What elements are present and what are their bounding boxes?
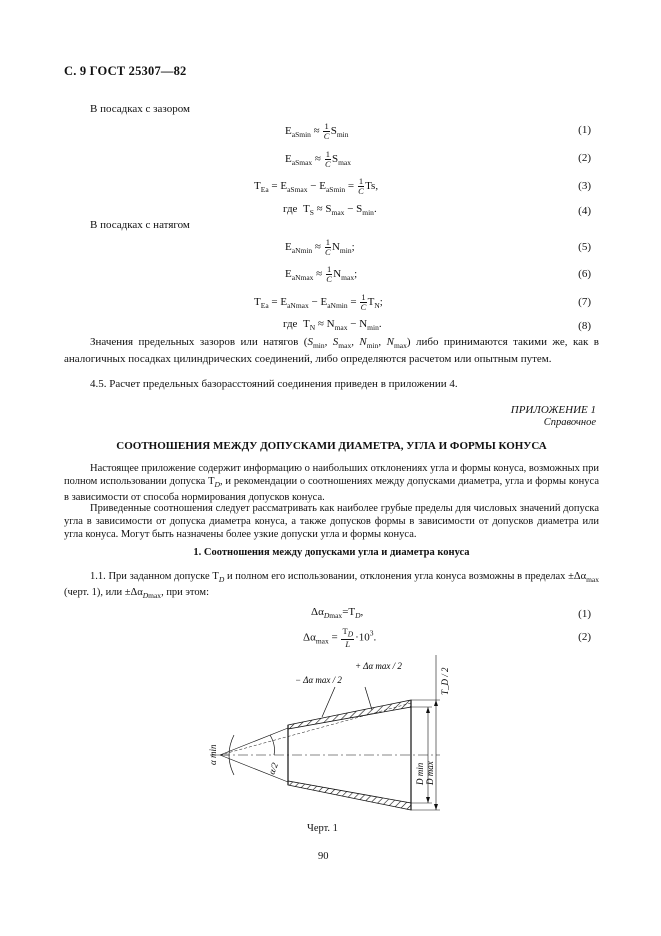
alpha-min-label: α min xyxy=(208,744,218,765)
td2-label: T_D / 2 xyxy=(440,667,450,695)
page-header: С. 9 ГОСТ 25307—82 xyxy=(64,64,187,78)
equation-3: $T_{Ea} = E_{aSmax} - E_{aSmin}$ = $\frac{1}{C}$ Ts, xyxy=(254,176,379,196)
equation-8: где $T_N \approx N_{max} - N_{min}$. xyxy=(283,318,382,333)
lower-tolerance-zone xyxy=(288,781,411,810)
main-title: СООТНОШЕНИЯ МЕЖДУ ДОПУСКАМИ ДИАМЕТРА, УГЛА И ФОРМЫ КОНУСА xyxy=(116,440,547,452)
equation-number: (2) xyxy=(578,631,591,643)
equation-7: $T_{Ea} = E_{aNmax} - E_{aNmin}$ = $\frac{1}{C}$ $T_N$; xyxy=(254,292,383,312)
appendix-title: ПРИЛОЖЕНИЕ 1 xyxy=(510,404,596,416)
intro-paragraph-1: Настоящее приложение содержит информацию о наибольших отклонениях угла и формы конуса, возможных при полном использовании допуска $T_D$, и рекомендации о соотношениях между допусками диаметра, угла и формы конуса в зависимости от способа нормирования допусков конуса. xyxy=(64,463,599,504)
equation-c2: $\Delta\alpha_{max}$ = $\frac{T_D}{L}$ $\cdot 10^3$. xyxy=(303,626,377,649)
cone-diagram xyxy=(200,655,455,830)
plus-delta-label: + Δα max / 2 xyxy=(355,661,402,671)
equation-number: (6) xyxy=(578,268,591,280)
equation-number: (3) xyxy=(578,180,591,192)
fraction: $\frac{1}{C}$ xyxy=(323,121,330,141)
alpha-half-label: α/2 xyxy=(266,761,280,776)
section-interference-label: В посадках с натягом xyxy=(90,219,190,231)
equation-number: (7) xyxy=(578,296,591,308)
equation-5: $E_{aNmin}$ ≈ $\frac{1}{C}$ $N_{min}$; xyxy=(285,237,355,257)
appendix-subtitle: Справочное xyxy=(543,417,596,428)
section-clearance-label: В посадках с зазором xyxy=(90,103,190,115)
section-1-title: 1. Соотношения между допусками угла и диаметра конуса xyxy=(193,547,470,558)
equation-4: где $T_S \approx S_{max} - S_{min}$. xyxy=(283,203,377,218)
figure-caption: Черт. 1 xyxy=(307,823,338,834)
dmax-label: D max xyxy=(425,761,435,785)
paragraph-limits: Значения предельных зазоров или натягов ($S_{min}$, $S_{max}$, $N_{min}$, $N_{max}$) либо принимаются такими же, как в аналогичных посадках цилиндрических соединений, либо определяются расчетом или опытным путем. xyxy=(64,336,599,365)
intro-paragraph-2: Приведенные соотношения следует рассматривать как наиболее грубые пределы для числовых значений допуска угла в зависимости от допуска диаметра конуса, а также допусков формы в зависимости от допусков диаметра или угла конуса. Могут быть назначены более узкие допуски угла и формы конуса. xyxy=(64,503,599,540)
minus-delta-label: − Δα max / 2 xyxy=(295,675,342,685)
equation-number: (8) xyxy=(578,320,591,332)
equation-number: (1) xyxy=(578,124,591,136)
equation-number: (1) xyxy=(578,608,591,620)
equation-number: (2) xyxy=(578,152,591,164)
equation-6: $E_{aNmax}$ ≈ $\frac{1}{C}$ $N_{max}$; xyxy=(285,264,358,284)
equation-c1: $\Delta\alpha_{Dmax}=T_D$, xyxy=(311,606,364,621)
equation-number: (5) xyxy=(578,241,591,253)
equation-number: (4) xyxy=(578,205,591,217)
page-number: 90 xyxy=(318,851,329,862)
paragraph-4-5: 4.5. Расчет предельных базорасстояний соединения приведен в приложении 4. xyxy=(90,378,458,390)
dmin-label: D min xyxy=(415,762,425,785)
upper-tolerance-zone xyxy=(288,700,411,729)
equation-1: $E_{aSmin}$ ≈ $\frac{1}{C}$ $S_{min}$ xyxy=(285,121,349,141)
paragraph-1-1: 1.1. При заданном допуске $T_D$ и полном его использовании, отклонения угла конуса возможны в пределах $\pm\Delta\alpha_{max}$ (черт. 1), или $\pm\Delta\alpha_{Dmax}$, при этом: xyxy=(64,571,600,601)
equation-2: $E_{aSmax}$ ≈ $\frac{1}{C}$ $S_{max}$ xyxy=(285,149,351,169)
